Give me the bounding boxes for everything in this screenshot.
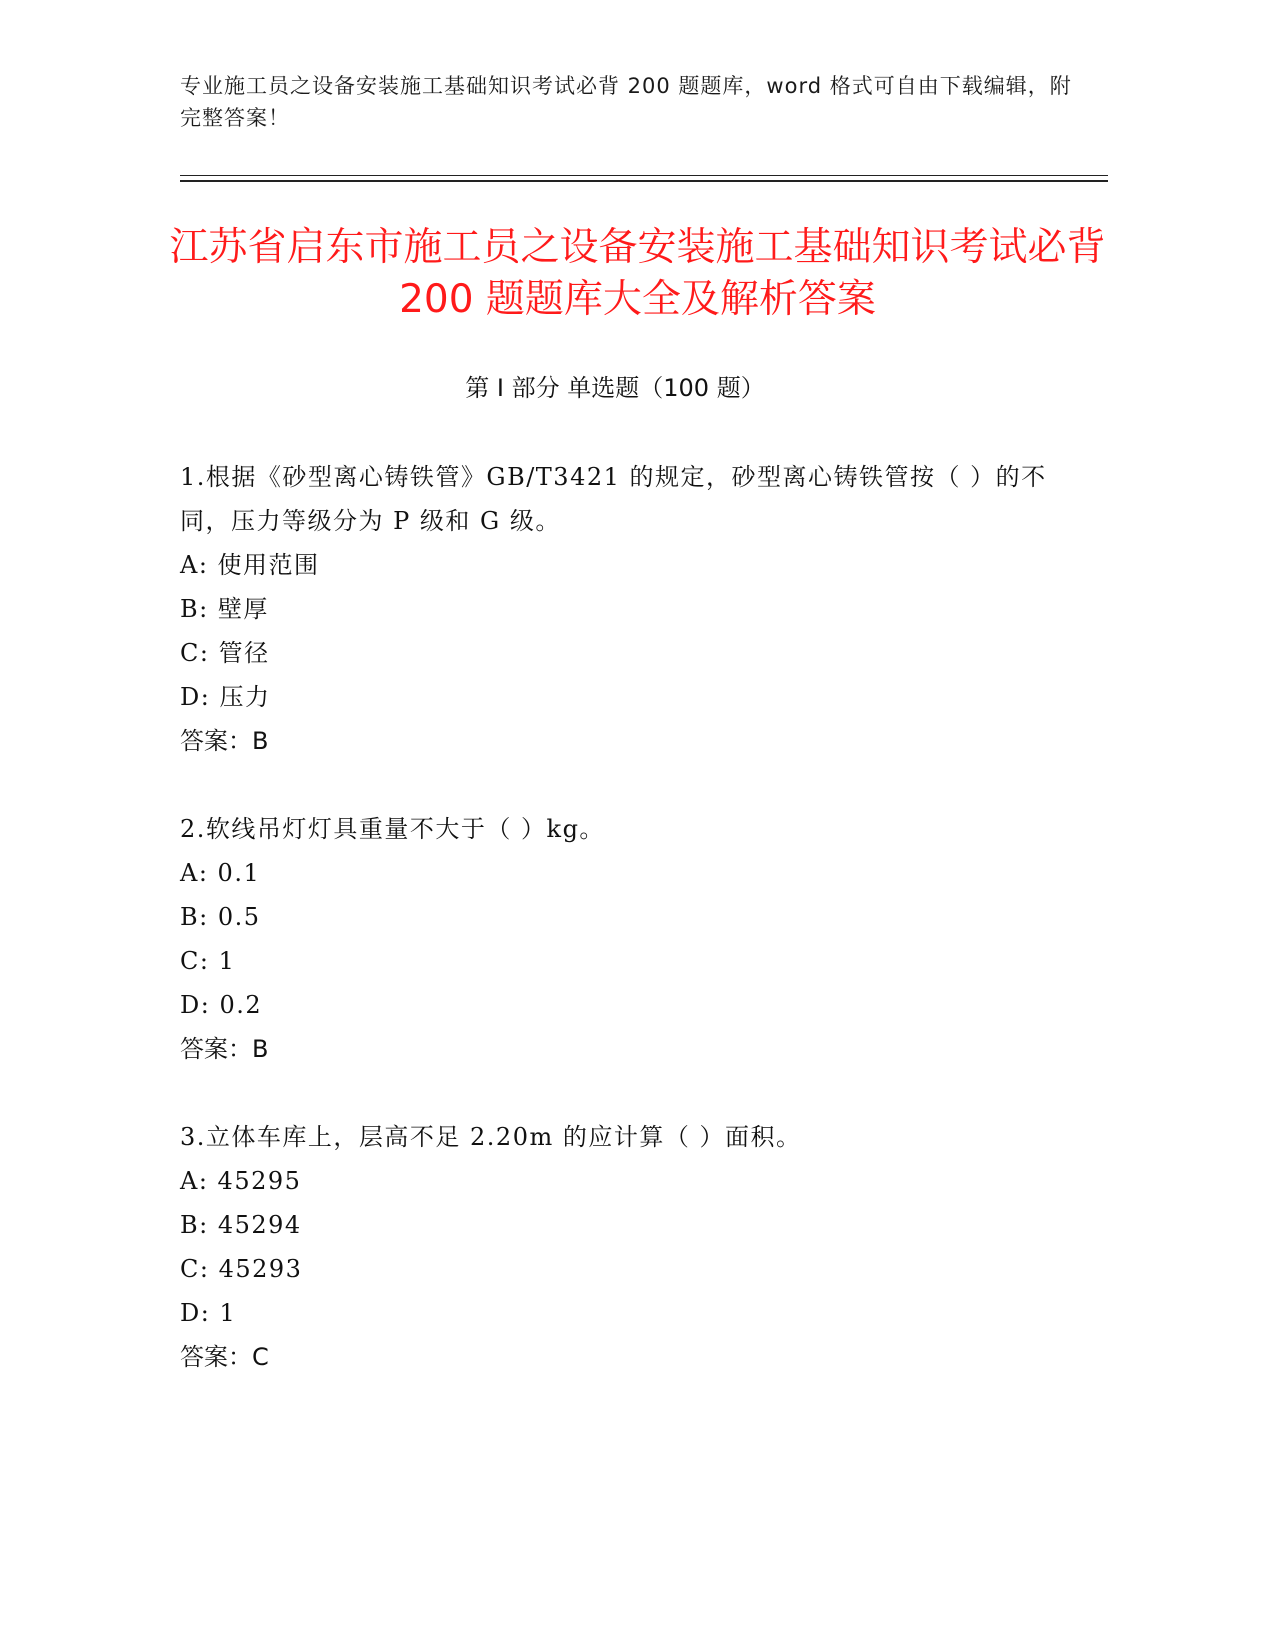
question-item [180, 1115, 1050, 1379]
answer-label: 答案：B [180, 1035, 269, 1063]
option-b: B: 壁厚 [180, 595, 269, 623]
question-stem: 2.软线吊灯灯具重量不大于（ ）kg。 [180, 815, 605, 843]
option-d: D: 压力 [180, 683, 271, 711]
option-a: A: 0.1 [180, 859, 261, 887]
answer-label: 答案：C [180, 1343, 269, 1371]
option-a: A: 45295 [180, 1167, 302, 1195]
header-divider-thick [180, 180, 1108, 182]
option-b: B: 45294 [180, 1211, 302, 1239]
section-title: 第 I 部分 单选题（100 题） [465, 374, 765, 402]
option-b: B: 0.5 [180, 903, 261, 931]
header-note: 专业施工员之设备安装施工基础知识考试必背 200 题题库，word 格式可自由下载编辑，附完整答案！ [180, 74, 1072, 130]
question-item [180, 455, 1050, 763]
question-stem: 3.立体车库上，层高不足 2.20m 的应计算（ ）面积。 [180, 1123, 802, 1151]
option-c: C: 1 [180, 947, 236, 975]
header-divider-thin [180, 175, 1108, 176]
option-d: D: 0.2 [180, 991, 263, 1019]
option-c: C: 45293 [180, 1255, 303, 1283]
question-stem: 1.根据《砂型离心铸铁管》GB/T3421 的规定，砂型离心铸铁管按（ ）的不同，压力等级分为 P 级和 G 级。 [180, 463, 1047, 535]
document-title: 江苏省启东市施工员之设备安装施工基础知识考试必背 200 题题库大全及解析答案 [169, 225, 1106, 322]
question-item [180, 807, 1050, 1071]
option-a: A: 使用范围 [180, 551, 320, 579]
answer-label: 答案：B [180, 727, 269, 755]
option-d: D: 1 [180, 1299, 237, 1327]
question-list [180, 455, 1050, 1423]
option-c: C: 管径 [180, 639, 270, 667]
